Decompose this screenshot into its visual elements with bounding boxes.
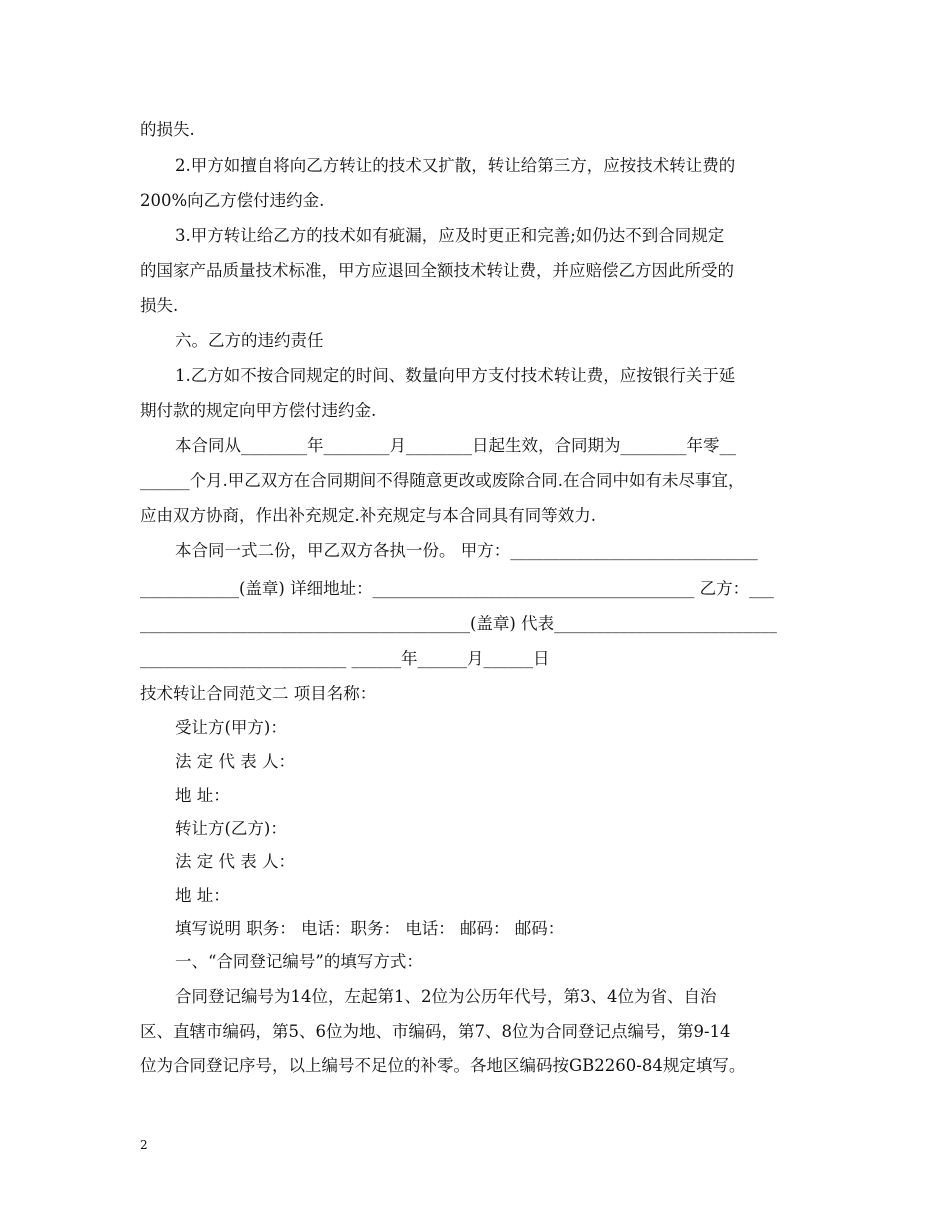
contract-title: 技术转让合同范文二 项目名称： bbox=[140, 684, 377, 703]
text-line: 应由双方协商，作出补充规定.补充规定与本合同具有同等效力. bbox=[140, 506, 596, 525]
text-line: 本合同从________年________月________日起生效，合同期为________年零__ bbox=[175, 436, 736, 455]
section-heading: 六。乙方的违约责任 bbox=[175, 331, 324, 350]
text-line: 损失. bbox=[140, 296, 179, 315]
text-line: 位为合同登记序号，以上编号不足位的补零。各地区编码按GB2260-84规定填写。 bbox=[140, 1056, 746, 1075]
text-line: _________________________ ______年______月______日 bbox=[140, 649, 550, 668]
text-line: 的损失. bbox=[140, 120, 195, 139]
text-line: 3.甲方转让给乙方的技术如有疵漏，应及时更正和完善;如仍达不到合同规定 bbox=[175, 226, 725, 245]
text-line: 地 址： bbox=[175, 786, 230, 805]
page-number: 2 bbox=[140, 1138, 148, 1152]
text-line: ________________________________________(盖章) 代表___________________________ bbox=[140, 614, 777, 633]
text-line: ____________(盖章) 详细地址：_______________________________________ 乙方：___ bbox=[140, 579, 774, 598]
text-line: 法 定 代 表 人： bbox=[175, 752, 295, 771]
text-line: 转让方(乙方)： bbox=[175, 819, 287, 838]
text-line: 填写说明 职务： 电话：职务： 电话： 邮码： 邮码： bbox=[175, 919, 565, 938]
section-heading: 一、“合同登记编号”的填写方式： bbox=[175, 952, 423, 971]
text-line: 法 定 代 表 人： bbox=[175, 852, 295, 871]
text-line: 期付款的规定向甲方偿付违约金. bbox=[140, 401, 377, 420]
text-line: 2.甲方如擅自将向乙方转让的技术又扩散，转让给第三方，应按技术转让费的 bbox=[175, 156, 736, 175]
text-line: 地 址： bbox=[175, 886, 230, 905]
text-line: 的国家产品质量技术标准，甲方应退回全额技术转让费，并应赔偿乙方因此所受的 bbox=[140, 261, 734, 280]
text-line: 区、直辖市编码，第5、6位为地、市编码，第7、8位为合同登记点编号，第9-14 bbox=[140, 1022, 731, 1041]
text-line: 受让方(甲方)： bbox=[175, 718, 287, 737]
text-line: 200%向乙方偿付违约金. bbox=[140, 191, 325, 210]
text-line: 合同登记编号为14位，左起第1、2位为公历年代号，第3、4位为省、自治 bbox=[175, 987, 717, 1006]
text-line: 1.乙方如不按合同规定的时间、数量向甲方支付技术转让费，应按银行关于延 bbox=[175, 366, 736, 385]
text-line: ______个月.甲乙双方在合同期间不得随意更改或废除合同.在合同中如有未尽事宜， bbox=[140, 471, 745, 490]
text-line: 本合同一式二份，甲乙双方各执一份。 甲方：______________________________ bbox=[175, 541, 758, 560]
